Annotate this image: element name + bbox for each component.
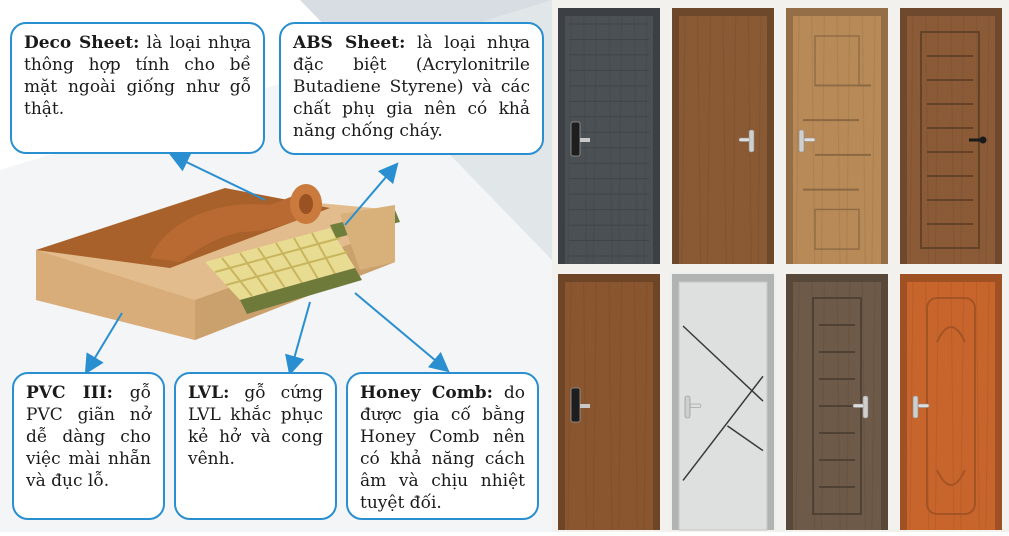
door-1	[556, 6, 662, 264]
callout-text: do được gia cố bằng Honey Comb nên có khả năng cách âm và chịu nhiệt tuyệt đối.	[360, 383, 525, 513]
callout-term: ABS Sheet:	[293, 33, 406, 53]
door-photo-grid	[552, 0, 1009, 532]
callout-text: là loại nhựa thông hợp tính cho bề mặt ngoài giống như gỗ thật.	[24, 33, 251, 119]
door-4	[898, 6, 1004, 264]
callout-term: Honey Comb:	[360, 383, 493, 403]
sheet-roll-core	[299, 194, 313, 214]
lever-handle-icon	[685, 396, 690, 418]
door-2	[670, 6, 776, 264]
door-7	[784, 272, 890, 530]
lever-bar	[969, 139, 983, 142]
lever-bar	[739, 138, 750, 142]
callout-term: PVC III:	[26, 383, 113, 403]
lever-handle-icon	[799, 130, 804, 152]
door-gallery	[552, 0, 1009, 532]
door-3	[784, 6, 890, 264]
arrow-honey	[355, 293, 442, 366]
callout-term: Deco Sheet:	[24, 33, 140, 53]
digital-lock-icon	[571, 388, 580, 422]
lever-bar	[690, 404, 701, 408]
lever-handle-icon	[913, 396, 918, 418]
lever-bar	[804, 138, 815, 142]
lock-lever	[580, 404, 590, 408]
callout-honey-comb	[346, 372, 539, 520]
lever-bar	[918, 404, 929, 408]
callout-text: gỗ PVC giãn nở dễ dàng cho việc mài nhẵn và đục lỗ.	[26, 383, 151, 491]
arrow-lvl	[292, 302, 310, 366]
callout-deco-sheet	[10, 22, 265, 154]
callout-abs-sheet	[279, 22, 544, 155]
callout-term: LVL:	[188, 383, 230, 403]
arrow-pvc	[90, 313, 122, 366]
door-8	[898, 272, 1004, 530]
digital-lock-icon	[571, 122, 580, 156]
lock-lever	[580, 138, 590, 142]
callout-text: gỗ cứng LVL khắc phục kẻ hở và cong vênh.	[188, 383, 323, 469]
door-5	[556, 272, 662, 530]
door-6	[670, 272, 776, 530]
callout-text: là loại nhựa đặc biệt (Acrylonitrile Butadiene Styrene) và các chất phụ gia nên có khả năng chống cháy.	[293, 33, 530, 141]
callout-lvl	[174, 372, 337, 520]
lever-bar	[853, 404, 864, 408]
callout-pvc-iii	[12, 372, 165, 520]
